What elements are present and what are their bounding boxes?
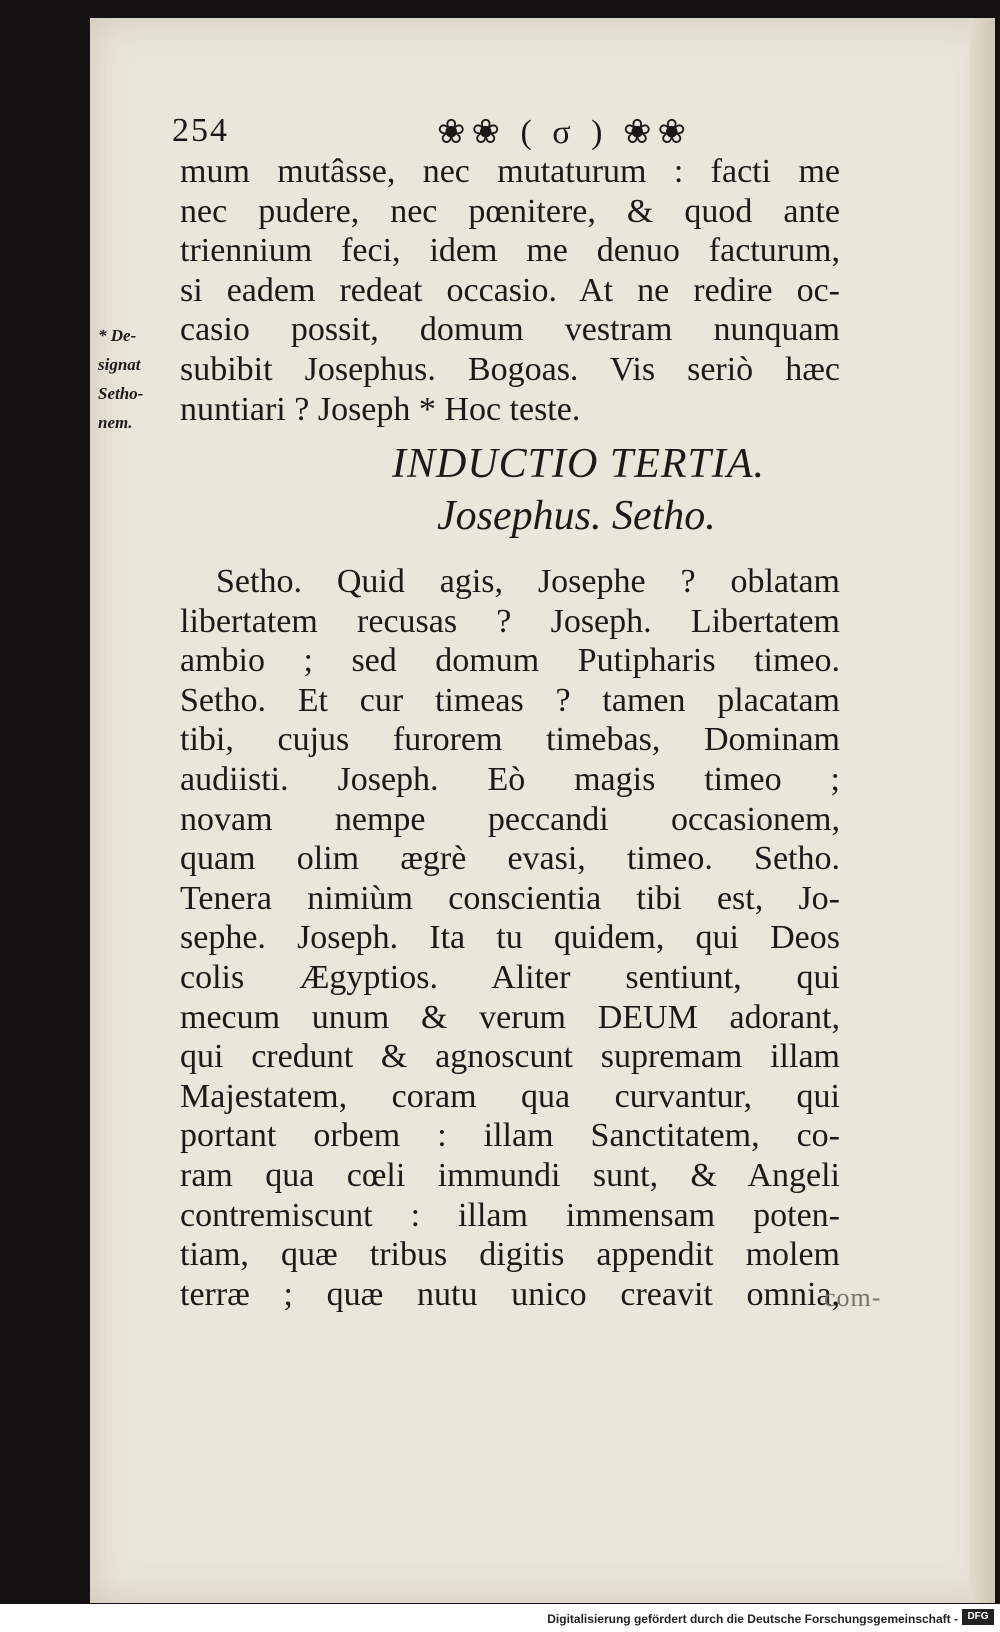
signature-mark: ❀❀ ( σ ) ❀❀ xyxy=(437,114,692,151)
text-line: subibit Josephus. Bogoas. Vis seriò hæc xyxy=(180,350,840,388)
text-line: ram qua cœli immundi sunt, & Angeli xyxy=(180,1156,840,1194)
text-line: mum mutâsse, nec mutaturum : facti me xyxy=(180,153,840,190)
text-line: casio possit, domum vestram nunquam xyxy=(180,311,840,349)
text-line: audiisti. Joseph. Eò magis timeo ; xyxy=(180,760,840,798)
section-title: INDUCTIO TERTIA. xyxy=(392,441,766,487)
paragraph-2 xyxy=(180,562,840,1314)
paragraph-1 xyxy=(180,152,840,429)
text-line: tibi, cujus furorem timebas, Dominam xyxy=(180,721,840,759)
dfg-logo: DFG xyxy=(962,1609,994,1625)
footer-bar xyxy=(0,1604,1000,1632)
text-line: tiam, quæ tribus digitis appendit molem xyxy=(180,1236,840,1274)
funding-credit: Digitalisierung gefördert durch die Deutsche Forschungsgemeinschaft - xyxy=(547,1612,958,1626)
text-line: nuntiari ? Joseph * Hoc teste. xyxy=(180,390,581,428)
text-line: triennium feci, idem me denuo facturum, xyxy=(180,232,840,270)
text-line: ambio ; sed domum Putipharis timeo. xyxy=(180,642,840,680)
text-line: nec pudere, nec pœnitere, & quod ante xyxy=(180,192,840,230)
text-line: si eadem redeat occasio. At ne redire oc- xyxy=(180,271,840,309)
text-line: qui credunt & agnoscunt supremam illam xyxy=(180,1038,840,1076)
side-note-line: * De- xyxy=(98,326,137,345)
catchword: com- xyxy=(824,1283,882,1312)
text-line: sephe. Joseph. Ita tu quidem, qui Deos xyxy=(180,919,840,957)
side-note-line: signat xyxy=(98,355,141,374)
side-note-line: Setho- xyxy=(98,384,144,403)
text-line: quam olim ægrè evasi, timeo. Setho. xyxy=(180,840,840,878)
text-line: Majestatem, coram qua curvantur, qui xyxy=(180,1077,840,1115)
section-speakers: Josephus. Setho. xyxy=(437,493,716,539)
text-line: novam nempe peccandi occasionem, xyxy=(180,800,840,838)
page-number: 254 xyxy=(172,112,229,149)
page-edge xyxy=(969,18,995,1603)
text-line: contremiscunt : illam immensam poten- xyxy=(180,1196,840,1234)
side-note-line: nem. xyxy=(98,413,133,432)
text-line: terræ ; quæ nutu unico creavit omnia, xyxy=(180,1275,840,1313)
text-line: colis Ægyptios. Aliter sentiunt, qui xyxy=(180,958,840,996)
text-line: Setho. Et cur timeas ? tamen placatam xyxy=(180,681,840,719)
text-line: Tenera nimiùm conscientia tibi est, Jo- xyxy=(180,879,840,917)
side-note xyxy=(98,321,178,437)
text-line: portant orbem : illam Sanctitatem, co- xyxy=(180,1117,840,1155)
text-line: libertatem recusas ? Joseph. Libertatem xyxy=(180,602,840,640)
text-line: Setho. Quid agis, Josephe ? oblatam xyxy=(216,563,840,600)
text-line: mecum unum & verum DEUM adorant, xyxy=(180,998,840,1036)
